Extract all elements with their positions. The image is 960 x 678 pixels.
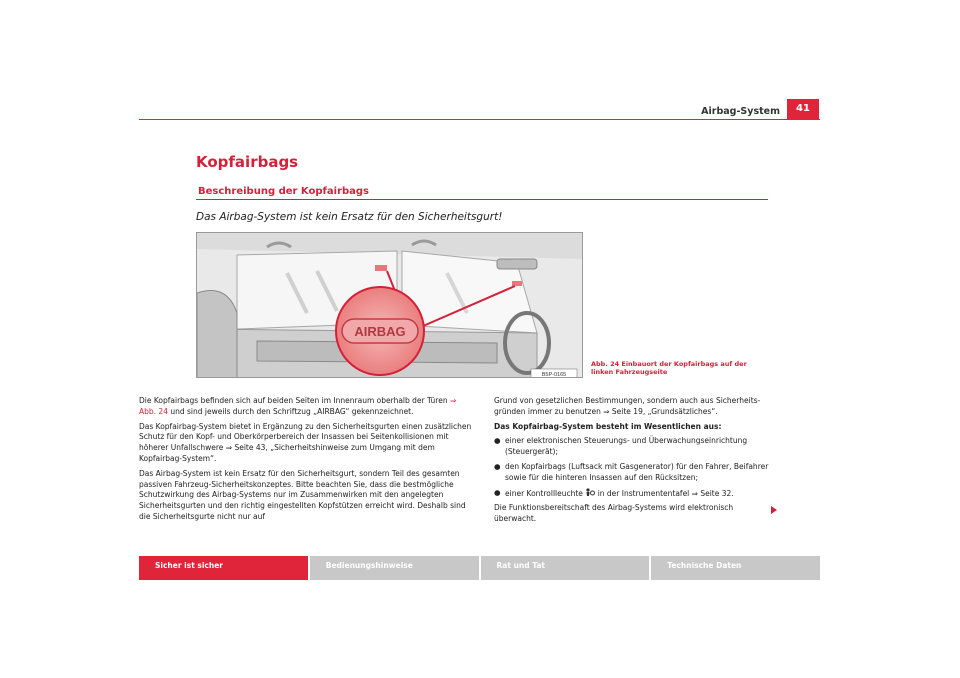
- figure-code: B5P-0165: [541, 372, 567, 378]
- header-divider: [139, 119, 820, 120]
- tab-sicher-ist-sicher[interactable]: Sicher ist sicher: [139, 556, 308, 580]
- subtitle-divider: [196, 199, 768, 200]
- figure-caption: Abb. 24 Einbauort der Kopfairbags auf der linken Fahrzeugseite: [591, 360, 747, 376]
- car-interior-illustration: [197, 233, 583, 378]
- header-section-title: Airbag-System: [701, 106, 780, 117]
- page-title: Kopfairbags: [196, 153, 299, 171]
- page-number: 41: [787, 99, 819, 119]
- tab-technische-daten[interactable]: Technische Daten: [651, 556, 820, 580]
- footer-navigation: [139, 556, 820, 580]
- paragraph-3: Das Airbag-System ist kein Ersatz für den Sicherheitsgurt, sondern Teil des gesamten passiven Fahrzeug-Sicherheitskonzeptes. Bitte beachten Sie, dass die bestmögliche Schutzwirkung des Airbag-Systems nur im Zusammenwirken mit den angelegten Sicherheitsgurten und den richtig eingestellten Kopfstützen erreicht wird. Deshalb sind die Sicherheitsgurte nicht nur auf: [139, 468, 466, 521]
- paragraph-1: Die Kopfairbags befinden sich auf beiden Seiten im Innenraum oberhalb der Türen ⇒ Abb. 24 und sind jeweils durch den Schriftzug „AIRBAG“ gekennzeichnet.: [139, 396, 457, 416]
- tab-bedienungshinweise[interactable]: Bedienungshinweise: [310, 556, 479, 580]
- paragraph-2: Das Kopfairbag-System bietet in Ergänzung zu den Sicherheitsgurten einen zusätzlichen Schutz für den Kopf- und Oberkörperbereich der Insassen bei Seitenkollisionen mit höherer Unfallschwere ⇒ Seite 43, „Sicherheitshinweise zum Umgang mit dem Kopfairbag-System“.: [139, 421, 472, 463]
- bullet-icon: ●: [494, 436, 501, 446]
- list-title: Das Kopfairbag-System besteht im Wesentlichen aus:: [494, 421, 722, 431]
- figure-reference-link[interactable]: ⇒ Abb. 24: [139, 396, 457, 416]
- tab-rat-und-tat[interactable]: Rat und Tat: [481, 556, 650, 580]
- airbag-warning-lamp-icon: [585, 488, 595, 497]
- list-item: ● einer elektronischen Steuerungs- und Überwachungseinrichtung (Steuergerät);: [494, 436, 748, 457]
- list-item: ● den Kopfairbags (Luftsack mit Gasgenerator) für den Fahrer, Beifahrer sowie für die hinteren Insassen auf den Rücksitzen;: [494, 461, 769, 482]
- intro-warning: Das Airbag-System ist kein Ersatz für den Sicherheitsgurt!: [196, 211, 503, 223]
- car-interior-figure: [196, 232, 583, 378]
- bullet-icon: ●: [494, 461, 501, 471]
- text-column-left: [139, 396, 473, 527]
- bullet-icon: ●: [494, 487, 501, 497]
- paragraph-4: Grund von gesetzlichen Bestimmungen, sondern auch aus Sicherheitsgründen immer zu benutzen ⇒ Seite 19, „Grundsätzliches“.: [494, 396, 761, 416]
- paragraph-5: Die Funktionsbereitschaft des Airbag-Systems wird elektronisch überwacht.: [494, 503, 734, 524]
- continue-arrow-icon: [771, 506, 777, 514]
- airbag-label: AIRBAG: [354, 324, 406, 339]
- section-subtitle: Beschreibung der Kopfairbags: [198, 186, 370, 197]
- list-item: ● einer Kontrollleuchte in der Instrumententafel ⇒ Seite 32.: [494, 487, 734, 498]
- text-column-right: [494, 396, 772, 529]
